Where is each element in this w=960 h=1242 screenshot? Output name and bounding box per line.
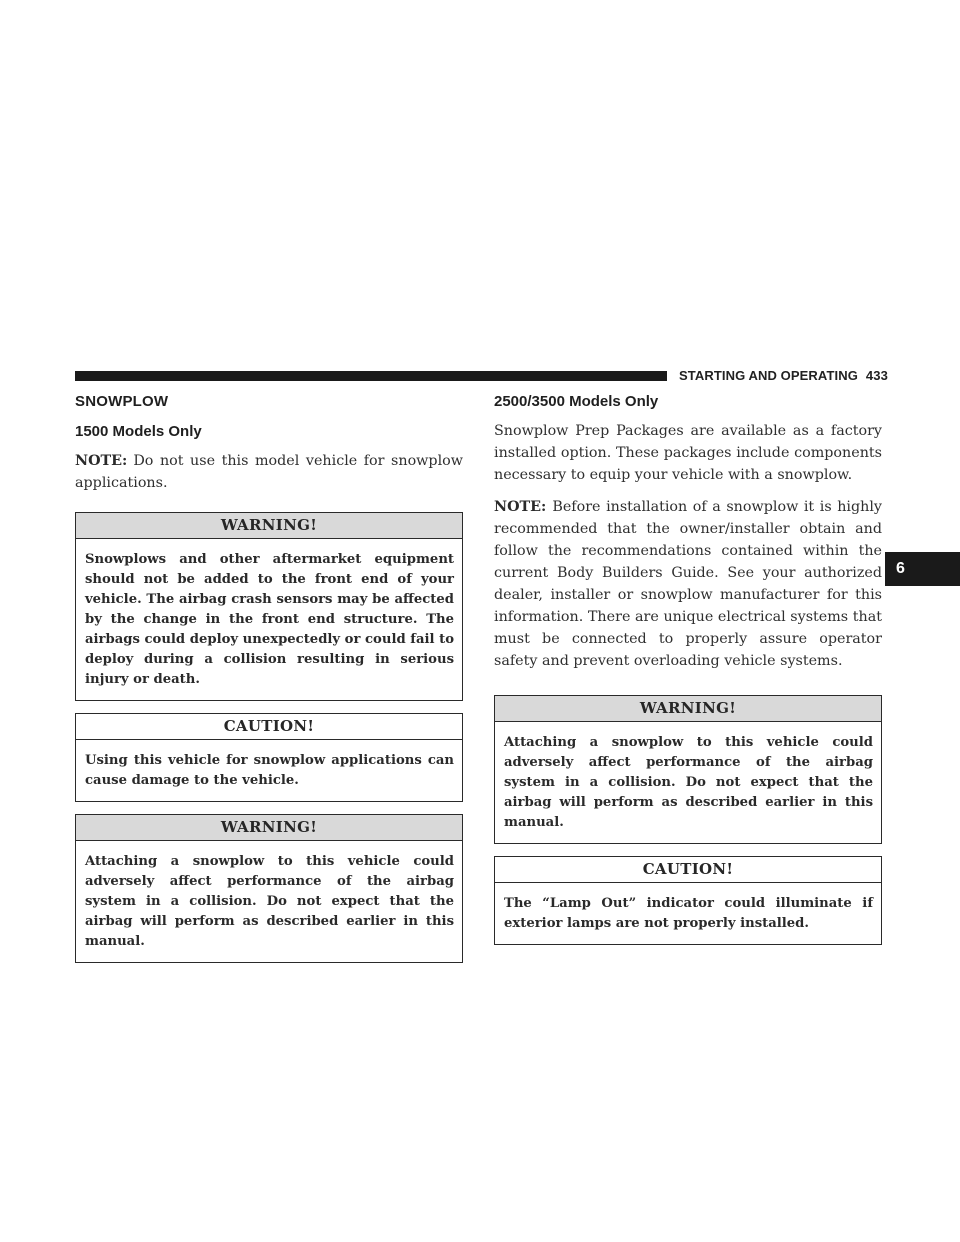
warning-box-1 <box>75 512 463 701</box>
section-title: SNOWPLOW <box>75 393 169 410</box>
warning-text: Attaching a snowplow to this vehicle could adversely affect performance of the airbag system in a collision. Do not expect that the airbag will perform as described earlier in this manual. <box>504 735 873 830</box>
note-label: NOTE: <box>75 453 128 469</box>
caution-box-1 <box>75 713 463 802</box>
warning-heading: WARNING! <box>76 815 462 841</box>
caution-text: The “Lamp Out” indicator could illuminate if exterior lamps are not properly installed. <box>504 896 873 931</box>
chapter-tab: 6 <box>885 552 960 586</box>
left-column <box>75 393 463 963</box>
warning-box-2 <box>75 814 463 963</box>
note-text: Before installation of a snowplow it is highly recommended that the owner/installer obtain and follow the recommendations contained within the current Body Builders Guide. See your authorized dealer, installer or snowplow manufacturer for this information. There are unique electrical systems that must be connected to properly assure operator safety and prevent overloading vehicle systems. <box>494 499 882 669</box>
caution-box-2 <box>494 856 882 945</box>
right-column <box>494 393 882 945</box>
subsection-title-2500-3500: 2500/3500 Models Only <box>494 393 659 410</box>
running-header <box>679 368 889 384</box>
header-rule <box>75 371 667 381</box>
intro-paragraph: Snowplow Prep Packages are available as a factory installed option. These packages include components necessary to equip your vehicle with a snowplow. <box>494 423 882 483</box>
note-paragraph-2500-3500 <box>494 496 882 672</box>
subsection-title-1500: 1500 Models Only <box>75 423 202 440</box>
note-text: Do not use this model vehicle for snowplow applications. <box>75 453 463 491</box>
caution-heading: CAUTION! <box>76 714 462 740</box>
note-label: NOTE: <box>494 499 547 515</box>
page-number: 433 <box>865 368 888 383</box>
header-section-title: STARTING AND OPERATING <box>679 368 858 383</box>
caution-heading: CAUTION! <box>495 857 881 883</box>
warning-heading: WARNING! <box>495 696 881 722</box>
warning-text: Snowplows and other aftermarket equipment should not be added to the front end of your vehicle. The airbag crash sensors may be affected by the change in the front end structure. The airbags could deploy unexpectedly or could fail to deploy during a collision resulting in serious injury or death. <box>85 552 454 687</box>
warning-heading: WARNING! <box>76 513 462 539</box>
note-paragraph-1500 <box>75 450 463 494</box>
warning-text: Attaching a snowplow to this vehicle could adversely affect performance of the airbag system in a collision. Do not expect that the airbag will perform as described earlier in this manual. <box>85 854 454 949</box>
caution-text: Using this vehicle for snowplow applications can cause damage to the vehicle. <box>85 753 454 788</box>
warning-box-3 <box>494 695 882 844</box>
